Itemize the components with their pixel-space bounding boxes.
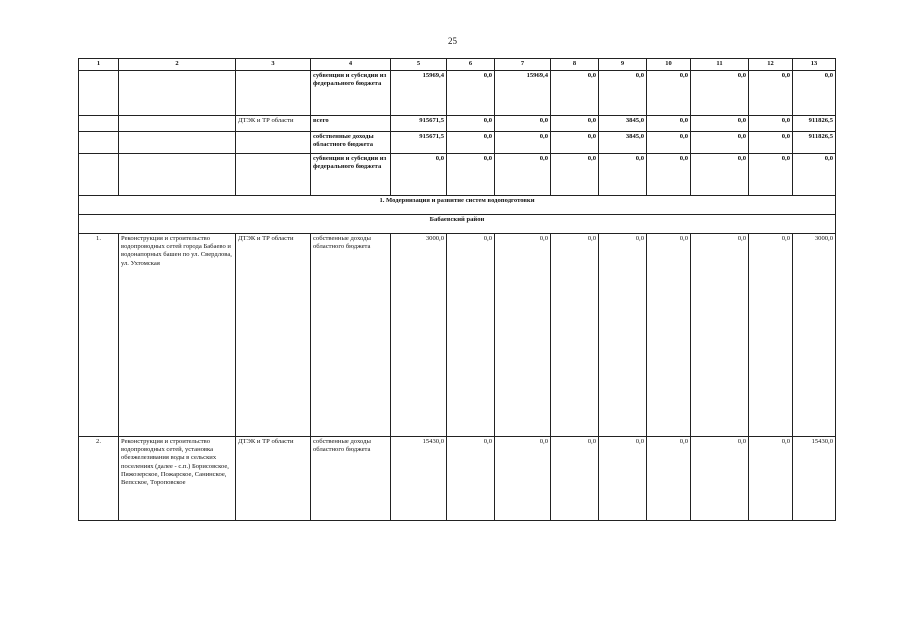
value-cell: 0,0 [495,437,551,521]
value-cell: 0,0 [447,234,495,437]
value-cell: 0,0 [447,132,495,154]
value-cell: 0,0 [447,154,495,196]
value-cell: 0,0 [551,116,599,132]
value-cell: 0,0 [551,132,599,154]
table-row [79,116,836,132]
value-cell: 3845,0 [599,132,647,154]
column-header: 12 [749,59,793,71]
item-name: Реконструкция и строительство водопроводных сетей, установка обезжелезивания воды в сельских поселениях (далее - с.п.) Борисовское, Пяжозерское, Пожарское, Санинское, Вепсское, Тороповское [119,437,236,521]
value-cell: 0,0 [551,71,599,116]
budget-table [78,58,836,521]
value-cell: 0,0 [749,71,793,116]
item-number: 2. [79,437,119,521]
value-cell: 3845,0 [599,116,647,132]
value-cell: 0,0 [749,116,793,132]
value-cell: 0,0 [447,116,495,132]
column-header: 13 [793,59,836,71]
value-cell: 3000,0 [391,234,447,437]
table-row [79,71,836,116]
table-row [79,437,836,521]
page-number: 25 [448,36,457,46]
column-header: 11 [691,59,749,71]
value-cell: 0,0 [691,71,749,116]
value-cell: 15430,0 [793,437,836,521]
column-header: 9 [599,59,647,71]
value-cell: 0,0 [647,71,691,116]
column-header: 2 [119,59,236,71]
responsible-cell: ДТЭК и ТР области [236,116,311,132]
column-header: 10 [647,59,691,71]
district-title: Бабаевский район [79,215,836,234]
funding-source-cell: собственные доходы областного бюджета [311,437,391,521]
column-header: 5 [391,59,447,71]
value-cell: 0,0 [691,234,749,437]
value-cell: 3000,0 [793,234,836,437]
table-row [79,154,836,196]
table-row [79,234,836,437]
value-cell: 0,0 [749,437,793,521]
value-cell: 0,0 [599,71,647,116]
responsible-cell: ДТЭК и ТР области [236,437,311,521]
value-cell: 911826,5 [793,132,836,154]
value-cell: 0,0 [447,437,495,521]
value-cell: 915671,5 [391,116,447,132]
table-row [79,132,836,154]
value-cell: 15969,4 [391,71,447,116]
item-number: 1. [79,234,119,437]
value-cell: 0,0 [599,154,647,196]
item-name: Реконструкция и строительство водопроводных сетей города Бабаево и водонапорных башен по ул. Свердлова, ул. Ухтомская [119,234,236,437]
column-header: 3 [236,59,311,71]
value-cell: 0,0 [749,234,793,437]
responsible-cell [236,132,311,154]
funding-source-cell: субвенции и субсидии из федерального бюджета [311,154,391,196]
section-row [79,196,836,215]
value-cell: 0,0 [647,116,691,132]
column-header-row [79,59,836,71]
value-cell: 0,0 [691,116,749,132]
value-cell: 0,0 [647,132,691,154]
value-cell: 0,0 [793,154,836,196]
value-cell: 0,0 [691,437,749,521]
funding-source-cell: собственные доходы областного бюджета [311,132,391,154]
value-cell: 0,0 [647,234,691,437]
value-cell: 0,0 [691,154,749,196]
responsible-cell [236,154,311,196]
value-cell: 0,0 [599,437,647,521]
value-cell: 0,0 [599,234,647,437]
value-cell: 0,0 [647,154,691,196]
value-cell: 0,0 [749,132,793,154]
section-title: 1. Модернизация и развитие систем водоподготовки [79,196,836,215]
column-header: 6 [447,59,495,71]
value-cell: 0,0 [793,71,836,116]
column-header: 1 [79,59,119,71]
value-cell: 0,0 [495,154,551,196]
value-cell: 915671,5 [391,132,447,154]
funding-source-cell: всего [311,116,391,132]
column-header: 4 [311,59,391,71]
value-cell: 0,0 [447,71,495,116]
value-cell: 0,0 [495,116,551,132]
value-cell: 0,0 [551,437,599,521]
value-cell: 15430,0 [391,437,447,521]
value-cell: 0,0 [551,154,599,196]
value-cell: 15969,4 [495,71,551,116]
column-header: 8 [551,59,599,71]
funding-source-cell: субвенции и субсидии из федерального бюджета [311,71,391,116]
value-cell: 0,0 [749,154,793,196]
responsible-cell [236,71,311,116]
value-cell: 911826,5 [793,116,836,132]
value-cell: 0,0 [647,437,691,521]
value-cell: 0,0 [495,234,551,437]
funding-source-cell: собственные доходы областного бюджета [311,234,391,437]
column-header: 7 [495,59,551,71]
value-cell: 0,0 [691,132,749,154]
responsible-cell: ДТЭК и ТР области [236,234,311,437]
value-cell: 0,0 [391,154,447,196]
value-cell: 0,0 [551,234,599,437]
value-cell: 0,0 [495,132,551,154]
district-row [79,215,836,234]
